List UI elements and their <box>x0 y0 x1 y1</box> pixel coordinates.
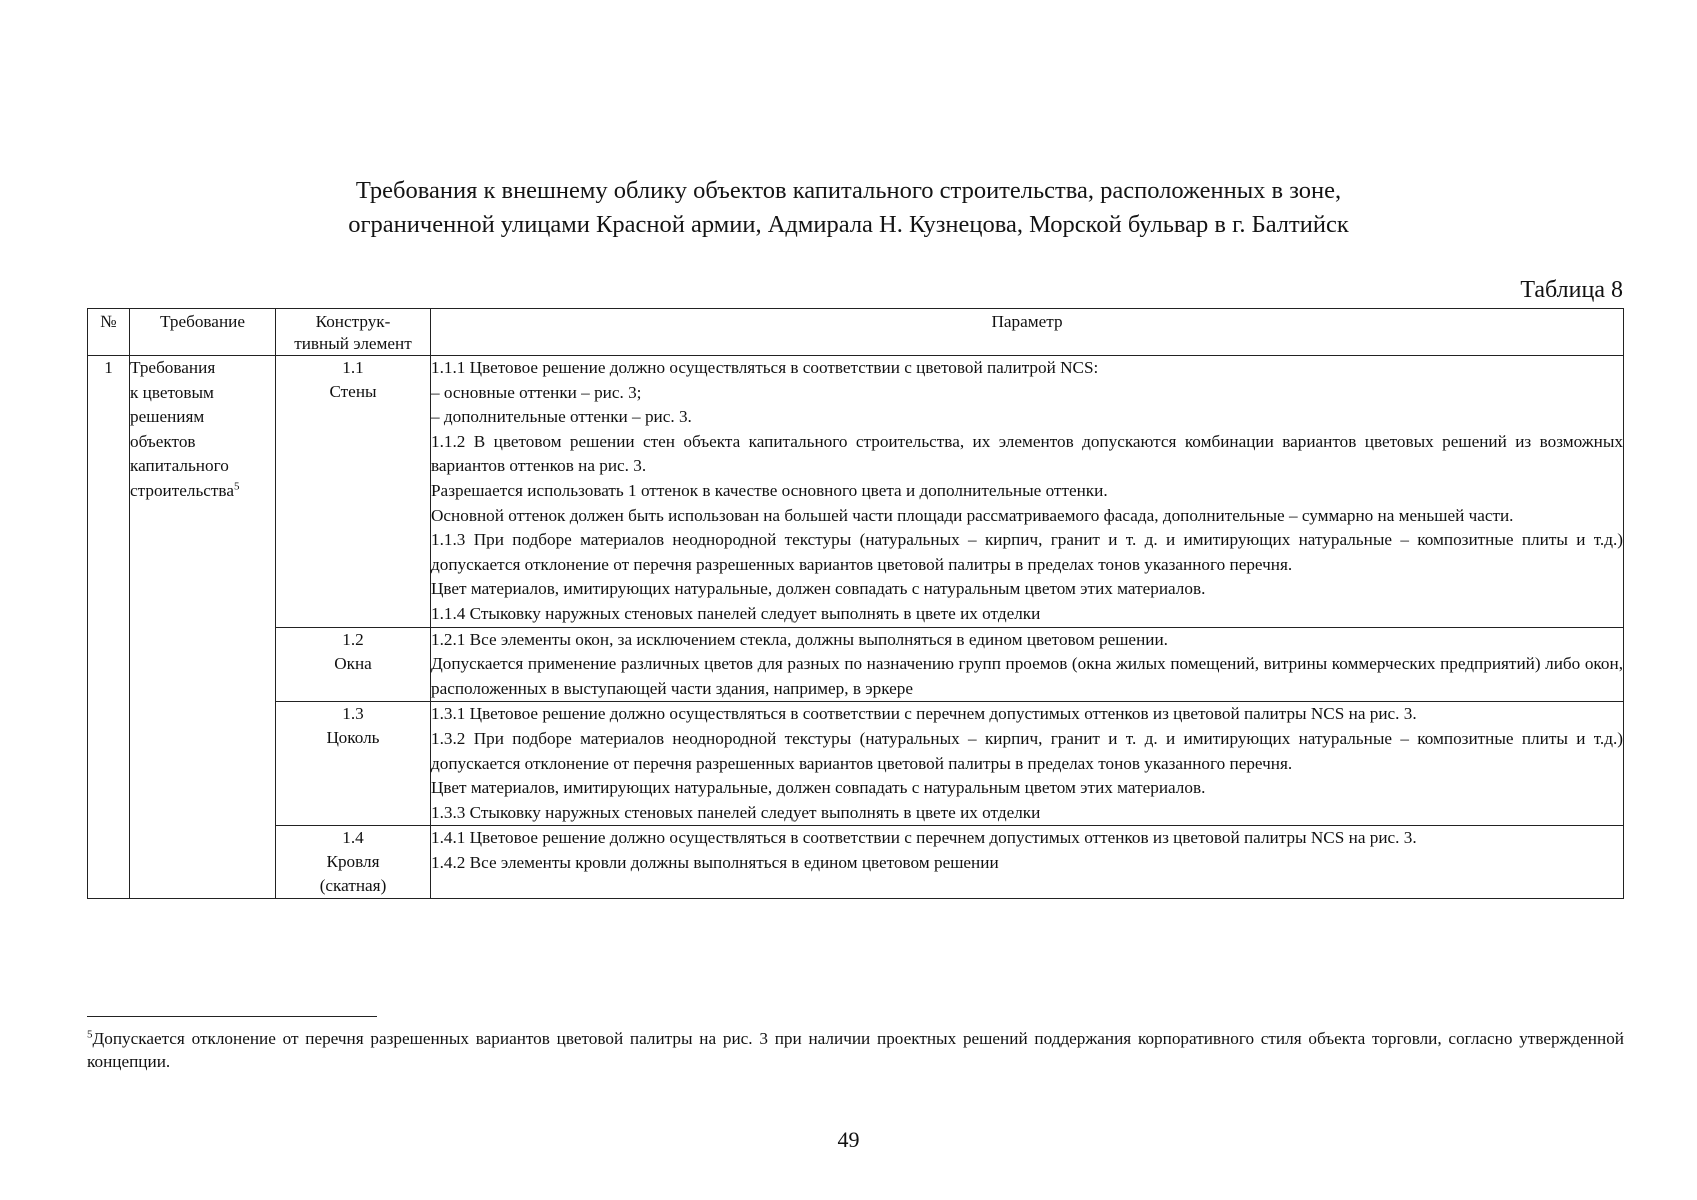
parameter-text: 1.1.2 В цветовом решении стен объекта капитального строительства, их элементов допускаются комбинации вариантов цветовых решений из возможных вариантов оттенков на рис. 3. <box>431 431 1623 476</box>
parameter-text: 1.4.1 Цветовое решение должно осуществляться в соответствии с перечнем допустимых оттенков из цветовой палитры NCS на рис. 3. <box>431 828 1417 848</box>
element-cell-roof <box>276 826 431 899</box>
element-name: Окна <box>334 653 372 673</box>
title-line-1: Требования к внешнему облику объектов капитального строительства, расположенных в зоне, <box>355 177 1342 204</box>
footnote <box>87 1027 1624 1073</box>
element-code: 1.1 <box>342 358 364 377</box>
requirement-line: решениям <box>130 407 205 427</box>
table-body <box>88 356 1624 899</box>
parameter-cell-walls <box>431 356 1624 628</box>
table-row <box>88 826 1624 899</box>
header-num: № <box>88 309 130 356</box>
parameter-cell-roof <box>431 826 1624 899</box>
element-name: Цоколь <box>326 728 380 748</box>
element-cell-windows <box>276 627 431 702</box>
parameter-text: Основной оттенок должен быть использован на большей части площади рассматриваемого фасада, дополнительные – суммарно на меньшей части. <box>431 505 1514 525</box>
footnote-mark: 5 <box>87 1028 93 1041</box>
title-line-2: ограниченной улицами Красной армии, Адмирала Н. Кузнецова, Морской бульвар в г. Балтийск <box>348 211 1349 238</box>
table-row <box>88 702 1624 826</box>
parameter-text: Цвет материалов, имитирующих натуральные, должен совпадать с натуральным цветом этих материалов. <box>431 579 1206 599</box>
element-name: Кровля <box>326 852 380 872</box>
element-cell-plinth <box>276 702 431 826</box>
header-element-line-2: тивный элемент <box>294 334 412 353</box>
requirement-line-last <box>130 479 275 504</box>
parameter-text: 1.3.3 Стыковку наружных стеновых панелей следует выполнять в цвете их отделки <box>431 802 1041 822</box>
requirement-line: капитального <box>130 456 229 476</box>
requirements-table <box>87 308 1624 899</box>
parameter-text: 1.3.1 Цветовое решение должно осуществляться в соответствии с перечнем допустимых оттенков из цветовой палитры NCS на рис. 3. <box>431 704 1417 724</box>
header-element <box>276 309 431 356</box>
table-row <box>88 356 1624 628</box>
parameter-text: 1.2.1 Все элементы окон, за исключением стекла, должны выполняться в едином цветовом решении. <box>431 629 1168 649</box>
row-number: 1 <box>88 356 130 899</box>
parameter-text: – основные оттенки – рис. 3; <box>431 382 642 402</box>
parameter-text: Допускается применение различных цветов для разных по назначению групп проемов (окна жилых помещений, витрины коммерческих предприятий) либо окон, расположенных в выступающей части здания, например, в эркере <box>431 654 1623 698</box>
element-code: 1.2 <box>342 629 364 649</box>
footnote-divider <box>87 1016 377 1017</box>
header-parameter: Параметр <box>431 309 1624 356</box>
document-title <box>0 174 1697 242</box>
parameter-text: 1.1.1 Цветовое решение должно осуществляться в соответствии с цветовой палитрой NCS: <box>431 358 1099 377</box>
requirement-line: строительства <box>130 480 234 500</box>
table-header-row <box>88 309 1624 356</box>
parameter-text: 1.1.3 При подборе материалов неоднородной текстуры (натуральных – кирпич, гранит и т. д. и имитирующих натуральные – композитные плиты и т.д.) допускается отклонение от перечня разрешенных вариантов цветовой палитры в пределах тонов указанного перечня. <box>431 530 1623 574</box>
requirement-line: Требования <box>130 358 216 377</box>
requirement-cell <box>130 356 276 899</box>
requirement-line: объектов <box>130 431 196 451</box>
parameter-text: Цвет материалов, имитирующих натуральные, должен совпадать с натуральным цветом этих материалов. <box>431 778 1206 798</box>
element-name: Стены <box>329 382 377 401</box>
parameter-text: – дополнительные оттенки – рис. 3. <box>431 407 692 427</box>
element-code: 1.4 <box>342 828 364 848</box>
parameter-text: 1.3.2 При подборе материалов неоднородной текстуры (натуральных – кирпич, гранит и т. д. и имитирующих натуральные – композитные плиты и т.д.) допускается отклонение от перечня разрешенных вариантов цветовой палитры в пределах тонов указанного перечня. <box>431 728 1623 773</box>
header-element-line-1: Конструк- <box>315 312 391 331</box>
table-label: Таблица 8 <box>1520 277 1623 303</box>
parameter-cell-windows <box>431 627 1624 702</box>
requirement-line: к цветовым <box>130 382 214 402</box>
element-name: (скатная) <box>319 876 387 896</box>
page-number: 49 <box>837 1127 860 1152</box>
element-cell-walls <box>276 356 431 628</box>
element-code: 1.3 <box>342 704 364 724</box>
parameter-text: 1.4.2 Все элементы кровли должны выполняться в едином цветовом решении <box>431 852 999 872</box>
parameter-cell-plinth <box>431 702 1624 826</box>
table-row <box>88 627 1624 702</box>
footnote-text: Допускается отклонение от перечня разрешенных вариантов цветовой палитры на рис. 3 при наличии проектных решений поддержания корпоративного стиля объекта торговли, согласно утвержденной концепции. <box>87 1029 1624 1071</box>
parameter-text: 1.1.4 Стыковку наружных стеновых панелей следует выполнять в цвете их отделки <box>431 603 1041 623</box>
header-requirement: Требование <box>130 309 276 356</box>
footnote-reference: 5 <box>233 480 240 493</box>
parameter-text: Разрешается использовать 1 оттенок в качестве основного цвета и дополнительные оттенки. <box>431 480 1108 500</box>
